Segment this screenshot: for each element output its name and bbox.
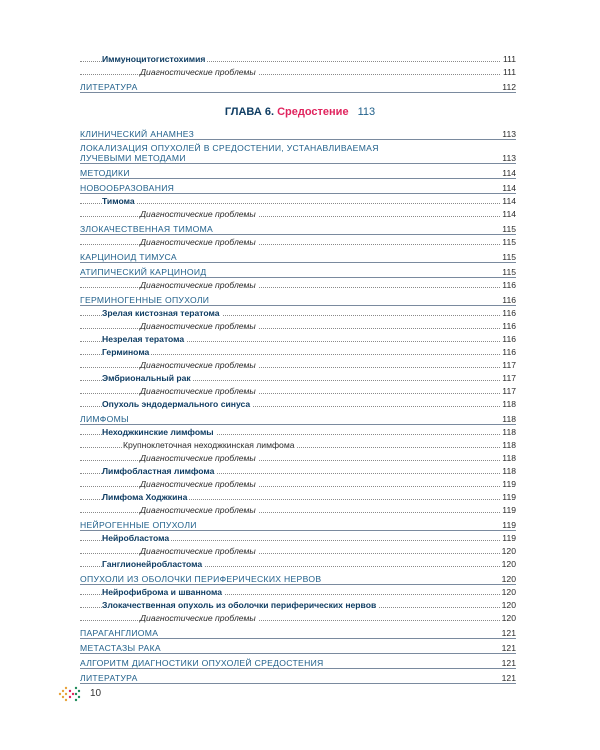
toc-subitem-row — [80, 65, 516, 78]
toc-section-row — [80, 669, 516, 684]
toc-entry-label: Зрелая кистозная тератома — [102, 308, 220, 318]
chapter-title: Средостение — [277, 106, 349, 118]
toc-subitem-row — [80, 384, 516, 397]
toc-subitem-row — [80, 358, 516, 371]
toc-entry-page: 120 — [501, 574, 516, 584]
section-rule — [80, 683, 516, 684]
toc-entry-page: 119 — [502, 505, 516, 515]
toc-entry-page: 120 — [501, 559, 516, 569]
toc-entry-page: 115 — [502, 224, 516, 234]
toc-entry-page: 116 — [502, 308, 516, 318]
toc-entry-page: 118 — [502, 466, 516, 476]
toc-entry-label: ЛИТЕРАТУРА — [80, 673, 138, 683]
toc-entry-page: 117 — [502, 360, 516, 370]
chapter-heading — [0, 106, 600, 118]
toc-entry-label: Нейрофиброма и шваннома — [102, 587, 222, 597]
toc-item-row — [80, 345, 516, 358]
toc-subitem-row — [80, 477, 516, 490]
toc-entry-page: 111 — [502, 67, 516, 77]
toc-item-row — [80, 490, 516, 503]
toc-entry-label: Диагностические проблемы — [140, 321, 256, 331]
toc-section-row — [80, 624, 516, 639]
toc-item-row — [80, 464, 516, 477]
section-rule — [80, 92, 516, 93]
toc-entry-label: Незрелая тератома — [102, 334, 185, 344]
toc-entry-label: Диагностические проблемы — [140, 546, 256, 556]
toc-item-row — [80, 598, 516, 611]
toc-item-row — [80, 585, 516, 598]
toc-entry-page: 114 — [502, 196, 516, 206]
toc-entry-label: Диагностические проблемы — [140, 386, 256, 396]
toc-item-row — [80, 332, 516, 345]
toc-entry-label: ПАРАГАНГЛИОМА — [80, 628, 159, 638]
toc-entry-page: 118 — [502, 414, 516, 424]
toc-entry-label: Диагностические проблемы — [140, 613, 256, 623]
chapter-page: 113 — [357, 106, 376, 118]
toc-entry-page: 118 — [502, 453, 516, 463]
toc-subitem-row — [80, 278, 516, 291]
toc-section-row — [80, 654, 516, 669]
toc-entry-label: АТИПИЧЕСКИЙ КАРЦИНОИД — [80, 267, 207, 277]
toc-section-row — [80, 639, 516, 654]
toc-subitem-row — [80, 503, 516, 516]
toc-entry-label: ЛИМФОМЫ — [80, 414, 129, 424]
toc-entry-page: 115 — [502, 237, 516, 247]
toc-entry-page: 118 — [502, 399, 516, 409]
toc-entry-label: Диагностические проблемы — [140, 209, 256, 219]
toc-entry-page: 120 — [501, 600, 516, 610]
toc-entry-label: ЛОКАЛИЗАЦИЯ ОПУХОЛЕЙ В СРЕДОСТЕНИИ, УСТАНАВЛИВАЕМАЯ ЛУЧЕВЫМИ МЕТОДАМИ — [80, 143, 382, 163]
page-number: 10 — [90, 688, 102, 699]
toc-section-row — [80, 220, 516, 235]
toc-entry-page: 111 — [502, 54, 516, 64]
toc-entry-label: Ганглионейробластома — [102, 559, 203, 569]
toc-section-row — [80, 140, 516, 164]
toc-item-row — [80, 52, 516, 65]
toc-entry-label: Диагностические проблемы — [140, 479, 256, 489]
toc-subitem-row — [80, 235, 516, 248]
toc-subitem-row — [80, 319, 516, 332]
toc-subitem-row — [80, 544, 516, 557]
toc-entry-page: 121 — [501, 673, 516, 683]
arrows-decoration-icon — [58, 685, 82, 703]
toc-item-row — [80, 306, 516, 319]
toc-entry-label: КЛИНИЧЕСКИЙ АНАМНЕЗ — [80, 129, 195, 139]
toc-section-row — [80, 125, 516, 140]
toc-entry-page: 112 — [502, 82, 516, 92]
toc-entry-page: 114 — [502, 209, 516, 219]
toc-entry-label: МЕТОДИКИ — [80, 168, 130, 178]
toc-entry-label: ОПУХОЛИ ИЗ ОБОЛОЧКИ ПЕРИФЕРИЧЕСКИХ НЕРВОВ — [80, 574, 322, 584]
toc-section-row — [80, 516, 516, 531]
dot-leader — [80, 203, 516, 204]
toc-section-row — [80, 291, 516, 306]
toc-section-row — [80, 410, 516, 425]
toc-entry-label: Опухоль эндодермального синуса — [102, 399, 251, 409]
toc-entry-page: 113 — [502, 129, 516, 139]
toc-entry-label: МЕТАСТАЗЫ РАКА — [80, 643, 161, 653]
toc-entry-page: 118 — [502, 440, 516, 450]
toc-entry-page: 119 — [502, 479, 516, 489]
toc-entry-label: НЕЙРОГЕННЫЕ ОПУХОЛИ — [80, 520, 197, 530]
toc-item-row — [80, 194, 516, 207]
toc-entry-page: 116 — [502, 347, 516, 357]
toc-entry-label: Лимфома Ходжкина — [102, 492, 188, 502]
toc-section-row — [80, 263, 516, 278]
toc-section-row — [80, 248, 516, 263]
toc-entry-page: 114 — [502, 183, 516, 193]
toc-entry-label: Диагностические проблемы — [140, 67, 256, 77]
toc-entry-page: 121 — [501, 643, 516, 653]
toc-item-row — [80, 531, 516, 544]
toc-entry-page: 118 — [502, 427, 516, 437]
toc-item-row — [80, 397, 516, 410]
toc-entry-label: ЛИТЕРАТУРА — [80, 82, 138, 92]
toc-entry-page: 115 — [502, 252, 516, 262]
toc-item-row — [80, 425, 516, 438]
toc-entry-page: 117 — [502, 386, 516, 396]
toc-entry-page: 119 — [502, 533, 516, 543]
toc-entry-label: Диагностические проблемы — [140, 360, 256, 370]
toc-entry-label: ЗЛОКАЧЕСТВЕННАЯ ТИМОМА — [80, 224, 214, 234]
toc-entry-page: 114 — [502, 168, 516, 178]
toc-entry-label: Злокачественная опухоль из оболочки периферических нервов — [102, 600, 377, 610]
toc-entry-page: 120 — [501, 546, 516, 556]
toc-entry-page: 120 — [501, 613, 516, 623]
chapter-label: ГЛАВА 6. — [224, 106, 275, 118]
toc-entry-page: 113 — [502, 153, 516, 163]
toc-entry-page: 121 — [501, 628, 516, 638]
toc-entry-label: Крупноклеточная неходжкинская лимфома — [123, 440, 295, 450]
toc-entry-label: Эмбриональный рак — [102, 373, 191, 383]
toc-entry-page: 119 — [502, 492, 516, 502]
toc-item-row — [80, 438, 516, 451]
toc-entry-page: 120 — [501, 587, 516, 597]
toc-subitem-row — [80, 207, 516, 220]
toc-entry-page: 121 — [501, 658, 516, 668]
toc-entry-label: НОВООБРАЗОВАНИЯ — [80, 183, 175, 193]
toc-entry-label: АЛГОРИТМ ДИАГНОСТИКИ ОПУХОЛЕЙ СРЕДОСТЕНИЯ — [80, 658, 324, 668]
toc-entry-label: Неходжкинские лимфомы — [102, 427, 214, 437]
toc-entry-label: Нейробластома — [102, 533, 170, 543]
toc-entry-page: 119 — [502, 520, 516, 530]
toc-entry-page: 117 — [502, 373, 516, 383]
toc-subitem-row — [80, 451, 516, 464]
toc-entry-label: Диагностические проблемы — [140, 453, 256, 463]
toc-section-row — [80, 570, 516, 585]
toc-entry-label: Диагностические проблемы — [140, 505, 256, 515]
toc-item-row — [80, 371, 516, 384]
toc-entry-page: 116 — [502, 321, 516, 331]
toc-entry-label: Тимома — [102, 196, 135, 206]
toc-entry-page: 116 — [502, 280, 516, 290]
toc-entry-page: 116 — [502, 295, 516, 305]
toc-entry-label: Герминома — [102, 347, 150, 357]
toc-entry-label: Лимфобластная лимфома — [102, 466, 215, 476]
toc-entry-label: КАРЦИНОИД ТИМУСА — [80, 252, 177, 262]
toc-entry-page: 115 — [502, 267, 516, 277]
toc-subitem-row — [80, 611, 516, 624]
toc-entry-label: Диагностические проблемы — [140, 237, 256, 247]
toc-entry-page: 116 — [502, 334, 516, 344]
toc-entry-label: Диагностические проблемы — [140, 280, 256, 290]
toc-entry-label: ГЕРМИНОГЕННЫЕ ОПУХОЛИ — [80, 295, 210, 305]
toc-item-row — [80, 557, 516, 570]
toc-section-row — [80, 78, 516, 93]
toc-section-row — [80, 164, 516, 179]
toc-section-row — [80, 179, 516, 194]
toc-entry-label: Иммуноцитогистохимия — [102, 54, 206, 64]
